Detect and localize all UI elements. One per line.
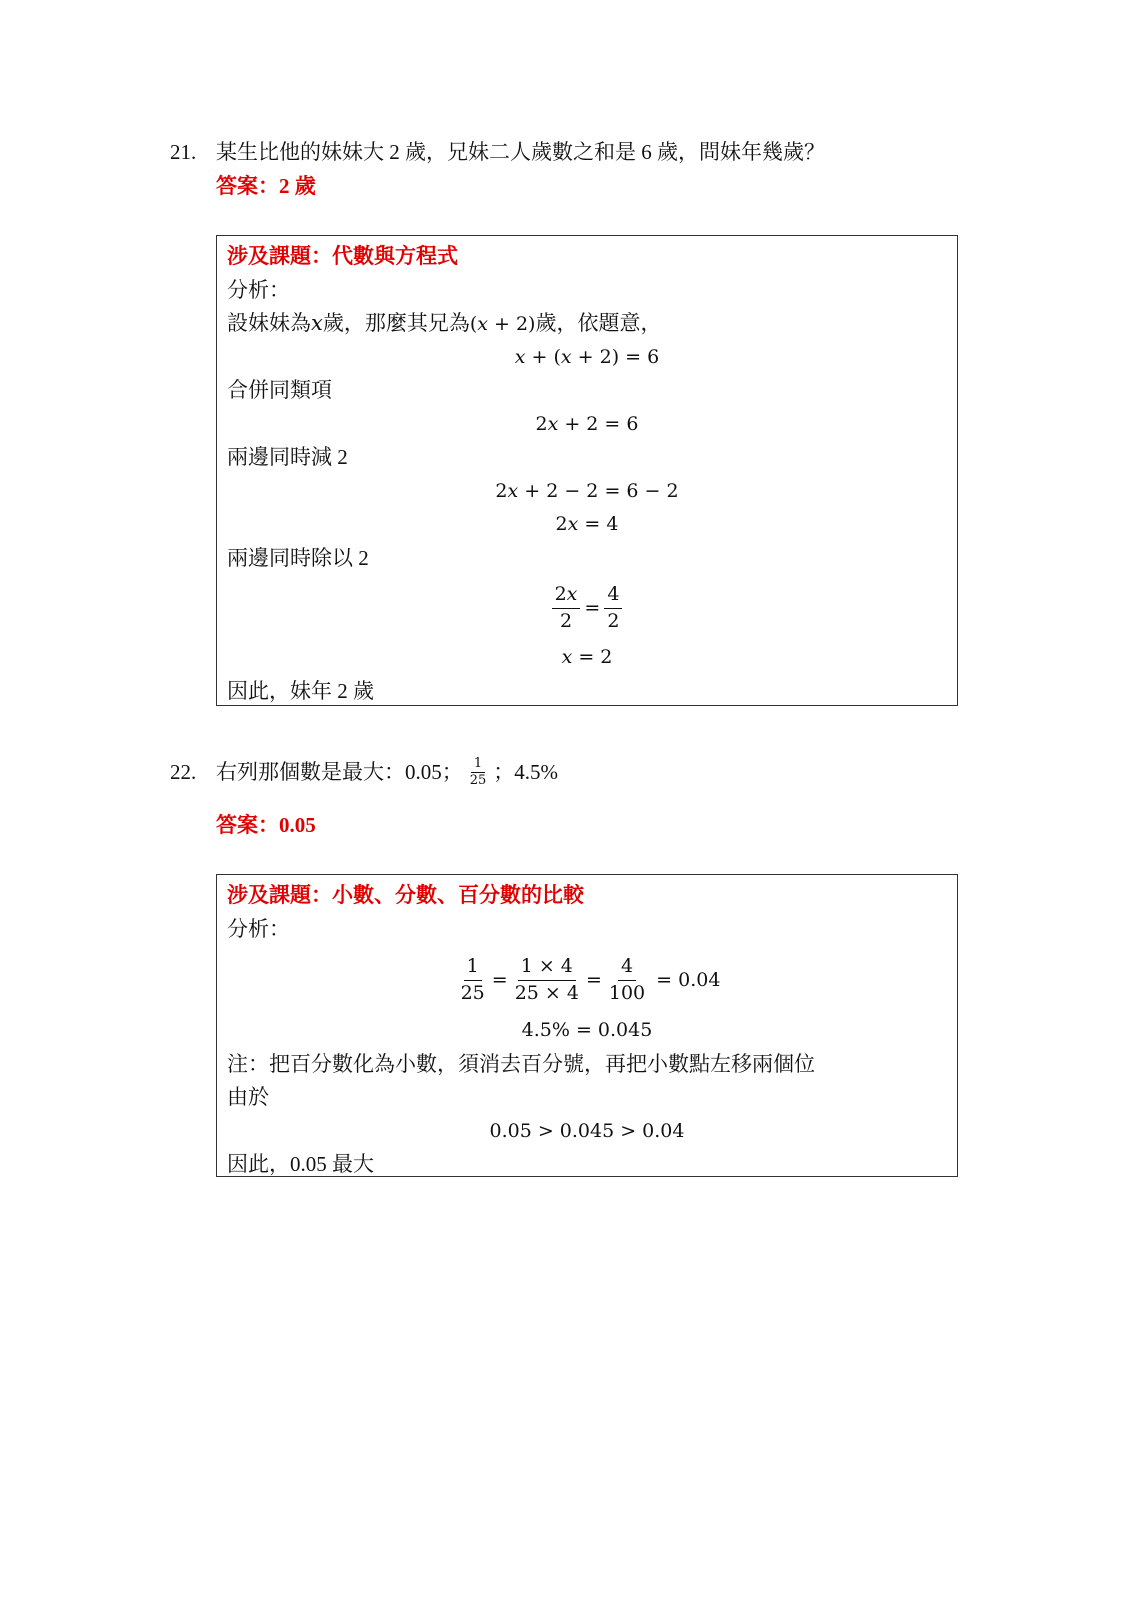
numerator: 1	[471, 756, 485, 773]
setup-text	[227, 307, 947, 341]
conclusion-text: 因此，妹年 2 歲	[227, 678, 374, 703]
denominator: 2	[607, 609, 620, 632]
answer-22: 答案：0.05	[216, 813, 316, 837]
equation: 𝑥 = 2	[561, 646, 613, 668]
denominator: 25 × 4	[514, 981, 579, 1004]
analysis-label: 分析：	[227, 277, 290, 302]
denominator: 2	[559, 609, 573, 632]
note-text: 注：把百分數化為小數，須消去百分號，再把小數點左移兩個位	[227, 1051, 815, 1076]
equation: 2𝑥 + 2 − 2 = 6 − 2	[495, 479, 679, 502]
step-text: 合併同類項	[227, 378, 332, 402]
question-text: 某生比他的妹妹大 2 歲，兄妹二人歲數之和是 6 歲，問妹年幾歲？	[216, 140, 825, 164]
equation: 2𝑥 + 2 = 6	[535, 412, 639, 435]
analysis-box-22	[216, 874, 958, 1177]
setup-expression: (𝑥 + 2)	[469, 313, 536, 335]
analysis-label: 分析：	[227, 916, 290, 941]
setup-part: 歲，那麼其兄為	[322, 311, 470, 335]
inline-fraction	[467, 756, 490, 788]
equation: 2𝑥 = 4	[555, 513, 619, 535]
numerator: 1	[464, 954, 482, 981]
answer-21: 答案：2 歲	[216, 174, 316, 198]
step-text: 兩邊同時減 2	[227, 445, 348, 469]
question-number: 21.	[170, 140, 197, 164]
denominator: 25	[460, 981, 485, 1004]
fraction-equation	[227, 575, 947, 641]
equation: 0.05 > 0.045 > 0.04	[489, 1119, 685, 1142]
equation: 4.5% = 0.045	[521, 1019, 653, 1041]
fraction	[604, 582, 622, 634]
conclusion-text: 因此，0.05 最大	[227, 1152, 374, 1176]
equals-sign: =	[584, 597, 601, 619]
fraction-equation	[227, 946, 947, 1014]
numerator: 1 × 4	[518, 954, 576, 981]
fraction	[512, 954, 582, 1006]
denominator: 100	[608, 981, 646, 1004]
setup-variable: 𝑥	[311, 311, 323, 335]
equals-sign: =	[585, 969, 602, 991]
analysis-box-21	[216, 235, 958, 706]
setup-part: 設妹妹為	[227, 311, 311, 335]
question-22	[170, 756, 558, 788]
fraction	[606, 954, 648, 1006]
question-21	[170, 136, 825, 168]
equation-tail: = 0.04	[656, 969, 721, 991]
question-text: 右列那個數是最大：0.05；	[216, 760, 463, 785]
equals-sign: =	[491, 969, 508, 991]
question-text: ；4.5%	[493, 760, 559, 785]
fraction	[458, 954, 488, 1006]
topic-heading: 涉及課題：小數、分數、百分數的比較	[227, 883, 584, 907]
step-text: 兩邊同時除以 2	[227, 545, 369, 570]
numerator: 4	[604, 582, 622, 609]
setup-part: 歲，依題意，	[535, 311, 662, 335]
numerator: 2𝑥	[552, 582, 581, 609]
denominator: 25	[469, 772, 487, 788]
equation: 𝑥 + (𝑥 + 2) = 6	[514, 345, 660, 368]
question-number: 22.	[170, 760, 197, 785]
topic-heading: 涉及課題：代數與方程式	[227, 244, 458, 268]
fraction	[552, 582, 581, 634]
numerator: 4	[618, 954, 636, 981]
since-text: 由於	[227, 1085, 269, 1109]
